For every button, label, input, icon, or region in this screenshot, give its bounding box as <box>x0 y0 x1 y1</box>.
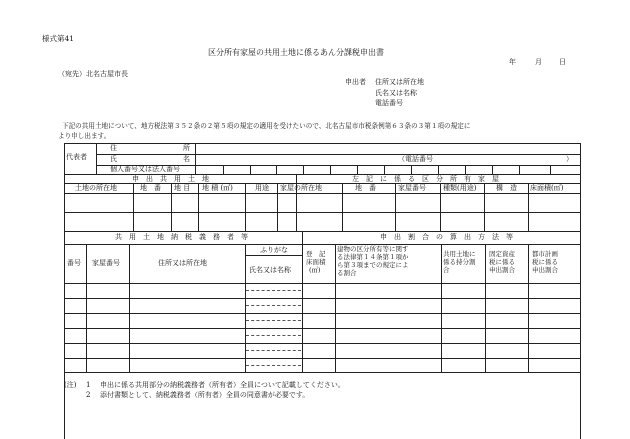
col-method-a-1: 建物の区分所有等に関す <box>337 245 409 253</box>
col-method-c-1: 固定資産 <box>489 250 515 258</box>
rep-address-label-a: 住 <box>110 144 117 152</box>
col-method-d-2: 税に係る <box>532 258 558 266</box>
col-method-c-2: 税に係る <box>489 258 515 266</box>
rep-name-label-a: 氏 <box>110 155 117 163</box>
applicant-name: 氏名又は名称 <box>375 89 417 97</box>
applicant-phone: 電話番号 <box>375 99 403 107</box>
col-house-lot: 地 番 <box>355 184 376 192</box>
note-1-num: 1 <box>86 381 91 389</box>
col-floor-area-2: 床面積 <box>306 258 326 266</box>
col-method-d-3: 申出割合 <box>532 266 558 274</box>
date-day: 日 <box>559 58 566 66</box>
col-land-location: 土地の所在地 <box>75 184 117 192</box>
col-house-floor-area: 床面積(㎡) <box>530 184 564 192</box>
col-land-lot: 地 番 <box>140 184 161 192</box>
col-method-a-2: る法律第１４条第１項か <box>337 253 409 261</box>
house-header: 左 記 に 係 る 区 分 所 有 家 屋 <box>352 175 499 183</box>
rep-name-label-b: 名 <box>183 155 190 163</box>
rep-phone-label: （電話番号 <box>398 155 433 163</box>
rep-id-number-label: 個人番号又は法人番号 <box>110 165 180 173</box>
note-mark: (注) <box>64 381 77 389</box>
col-method-b-3: 合 <box>443 266 450 274</box>
col-house-no: 家屋番号 <box>92 259 120 267</box>
col-land-category: 地 目 <box>174 184 191 192</box>
col-method-b-2: 係る持分割 <box>443 258 476 266</box>
col-land-area: 地 積 (㎡) <box>202 184 233 192</box>
col-house-structure: 構 造 <box>496 184 517 192</box>
addressee: （宛先）北名古屋市長 <box>58 70 128 78</box>
col-house-type: 種類(用途) <box>443 184 477 192</box>
col-method-c-3: 申出割合 <box>489 266 515 274</box>
col-method-a-4: る割合 <box>337 269 357 277</box>
applicant-address: 住所又は所在地 <box>375 78 424 86</box>
intro-line-1: 下記の共用土地について、地方税法第３５２条の２第５項の規定の適用を受けたいので、北名古屋市市税条例第６３条の３第１項の規定に <box>62 122 471 130</box>
date-year: 年 <box>509 58 516 66</box>
col-payer-name: 氏名又は名称 <box>249 266 291 274</box>
col-floor-area-3: (㎡) <box>309 266 321 274</box>
payers-header: 共 用 土 地 納 税 義 務 者 等 <box>115 233 248 241</box>
col-no: 番号 <box>67 259 81 267</box>
col-method-d-1: 都市計画 <box>532 250 558 258</box>
rep-address-label-b: 所 <box>183 144 190 152</box>
col-method-a-3: ら第３項までの規定によ <box>337 261 409 269</box>
note-2-num: 2 <box>86 391 91 399</box>
col-payer-address: 住所又は所在地 <box>158 259 207 267</box>
rep-label: 代表者 <box>66 153 87 161</box>
applicant-label: 申出者 <box>345 78 366 86</box>
intro-line-2: より申し出ます。 <box>58 132 111 140</box>
col-floor-area-1: 登 記 <box>306 250 326 258</box>
col-house-number: 家屋番号 <box>398 184 426 192</box>
land-header: 申 出 共 用 土 地 <box>132 175 209 183</box>
date-month: 月 <box>535 58 542 66</box>
col-method-b-1: 共用土地に <box>443 250 476 258</box>
form-title: 区分所有家屋の共用土地に係るあん分課税申出書 <box>208 48 384 57</box>
calc-header: 申 出 割 合 の 算 出 方 法 等 <box>380 233 513 241</box>
col-land-use: 用途 <box>255 184 269 192</box>
rep-phone-end: ） <box>566 155 573 163</box>
form-number: 様式第41 <box>42 34 75 43</box>
note-1-text: 申出に係る共用部分の納税義務者（所有者）全員について記載してください。 <box>100 381 345 389</box>
note-2-text: 添付書類として、納税義務者（所有者）全員の同意書が必要です。 <box>100 391 310 399</box>
col-furigana: ふりがな <box>260 246 288 254</box>
col-house-location: 家屋の所在地 <box>280 184 322 192</box>
